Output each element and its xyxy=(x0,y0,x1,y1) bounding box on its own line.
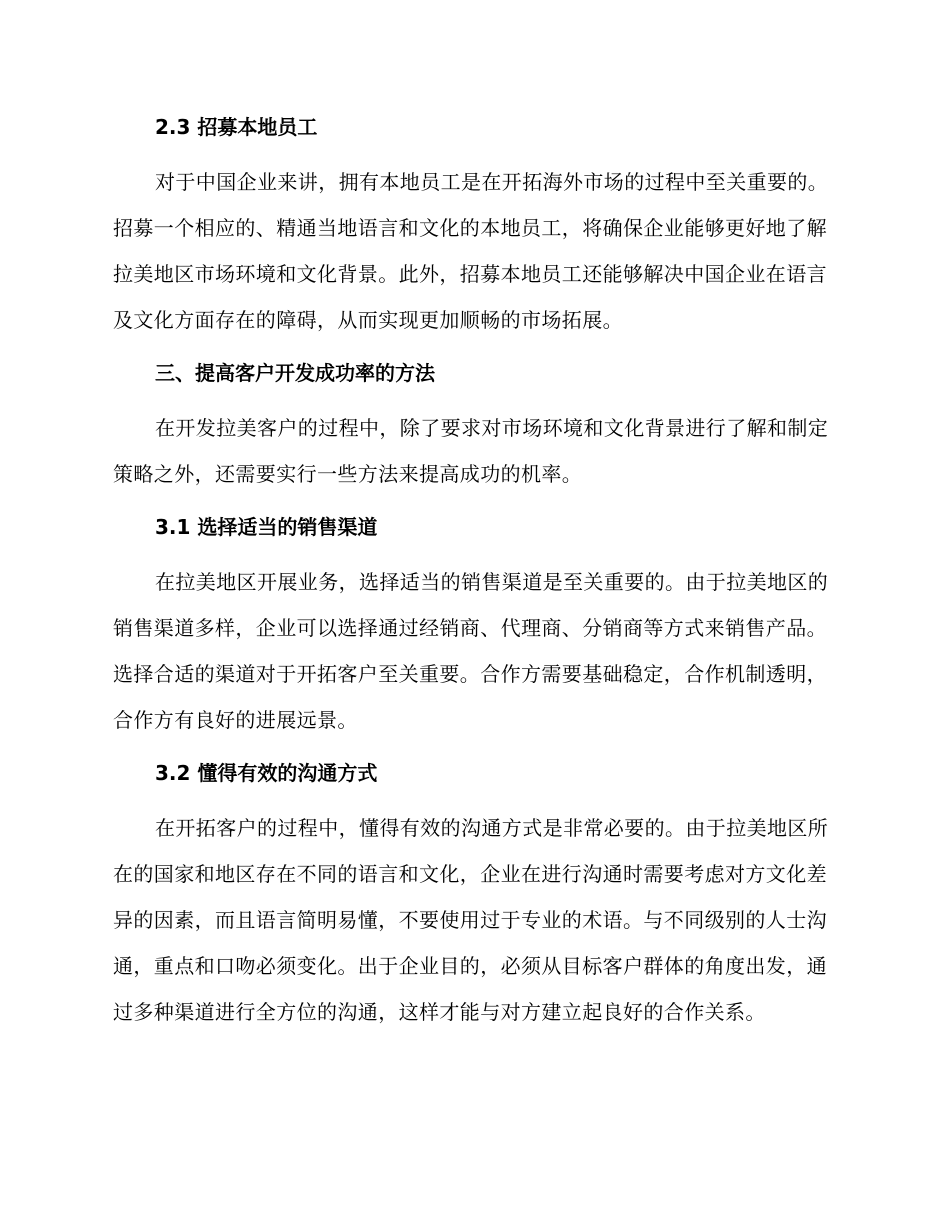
document-body xyxy=(113,112,833,1050)
paragraph: 在开拓客户的过程中，懂得有效的沟通方式是非常必要的。由于拉美地区所在的国家和地区存在不同的语言和文化，企业在进行沟通时需要考虑对方文化差异的因素，而且语言简明易懂，不要使用过于专业的术语。与不同级别的人士沟通，重点和口吻必须变化。出于企业目的，必须从目标客户群体的角度出发，通过多种渠道进行全方位的沟通，这样才能与对方建立起良好的合作关系。 xyxy=(113,816,829,1024)
paragraph: 对于中国企业来讲，拥有本地员工是在开拓海外市场的过程中至关重要的。招募一个相应的、精通当地语言和文化的本地员工，将确保企业能够更好地了解拉美地区市场环境和文化背景。此外，招募本地员工还能够解决中国企业在语言及文化方面存在的障碍，从而实现更加顺畅的市场拓展。 xyxy=(113,170,829,332)
paragraph: 在拉美地区开展业务，选择适当的销售渠道是至关重要的。由于拉美地区的销售渠道多样，企业可以选择通过经销商、代理商、分销商等方式来销售产品。选择合适的渠道对于开拓客户至关重要。合作方需要基础稳定，合作机制透明，合作方有良好的进展远景。 xyxy=(113,570,829,732)
section-heading-3-2: 3.2 懂得有效的沟通方式 xyxy=(155,761,378,785)
section-heading-2-3: 2.3 招募本地员工 xyxy=(155,115,318,139)
section-heading-3-1: 3.1 选择适当的销售渠道 xyxy=(155,515,378,539)
paragraph: 在开发拉美客户的过程中，除了要求对市场环境和文化背景进行了解和制定策略之外，还需要实行一些方法来提高成功的机率。 xyxy=(113,416,829,486)
section-heading-3: 三、提高客户开发成功率的方法 xyxy=(155,361,435,385)
